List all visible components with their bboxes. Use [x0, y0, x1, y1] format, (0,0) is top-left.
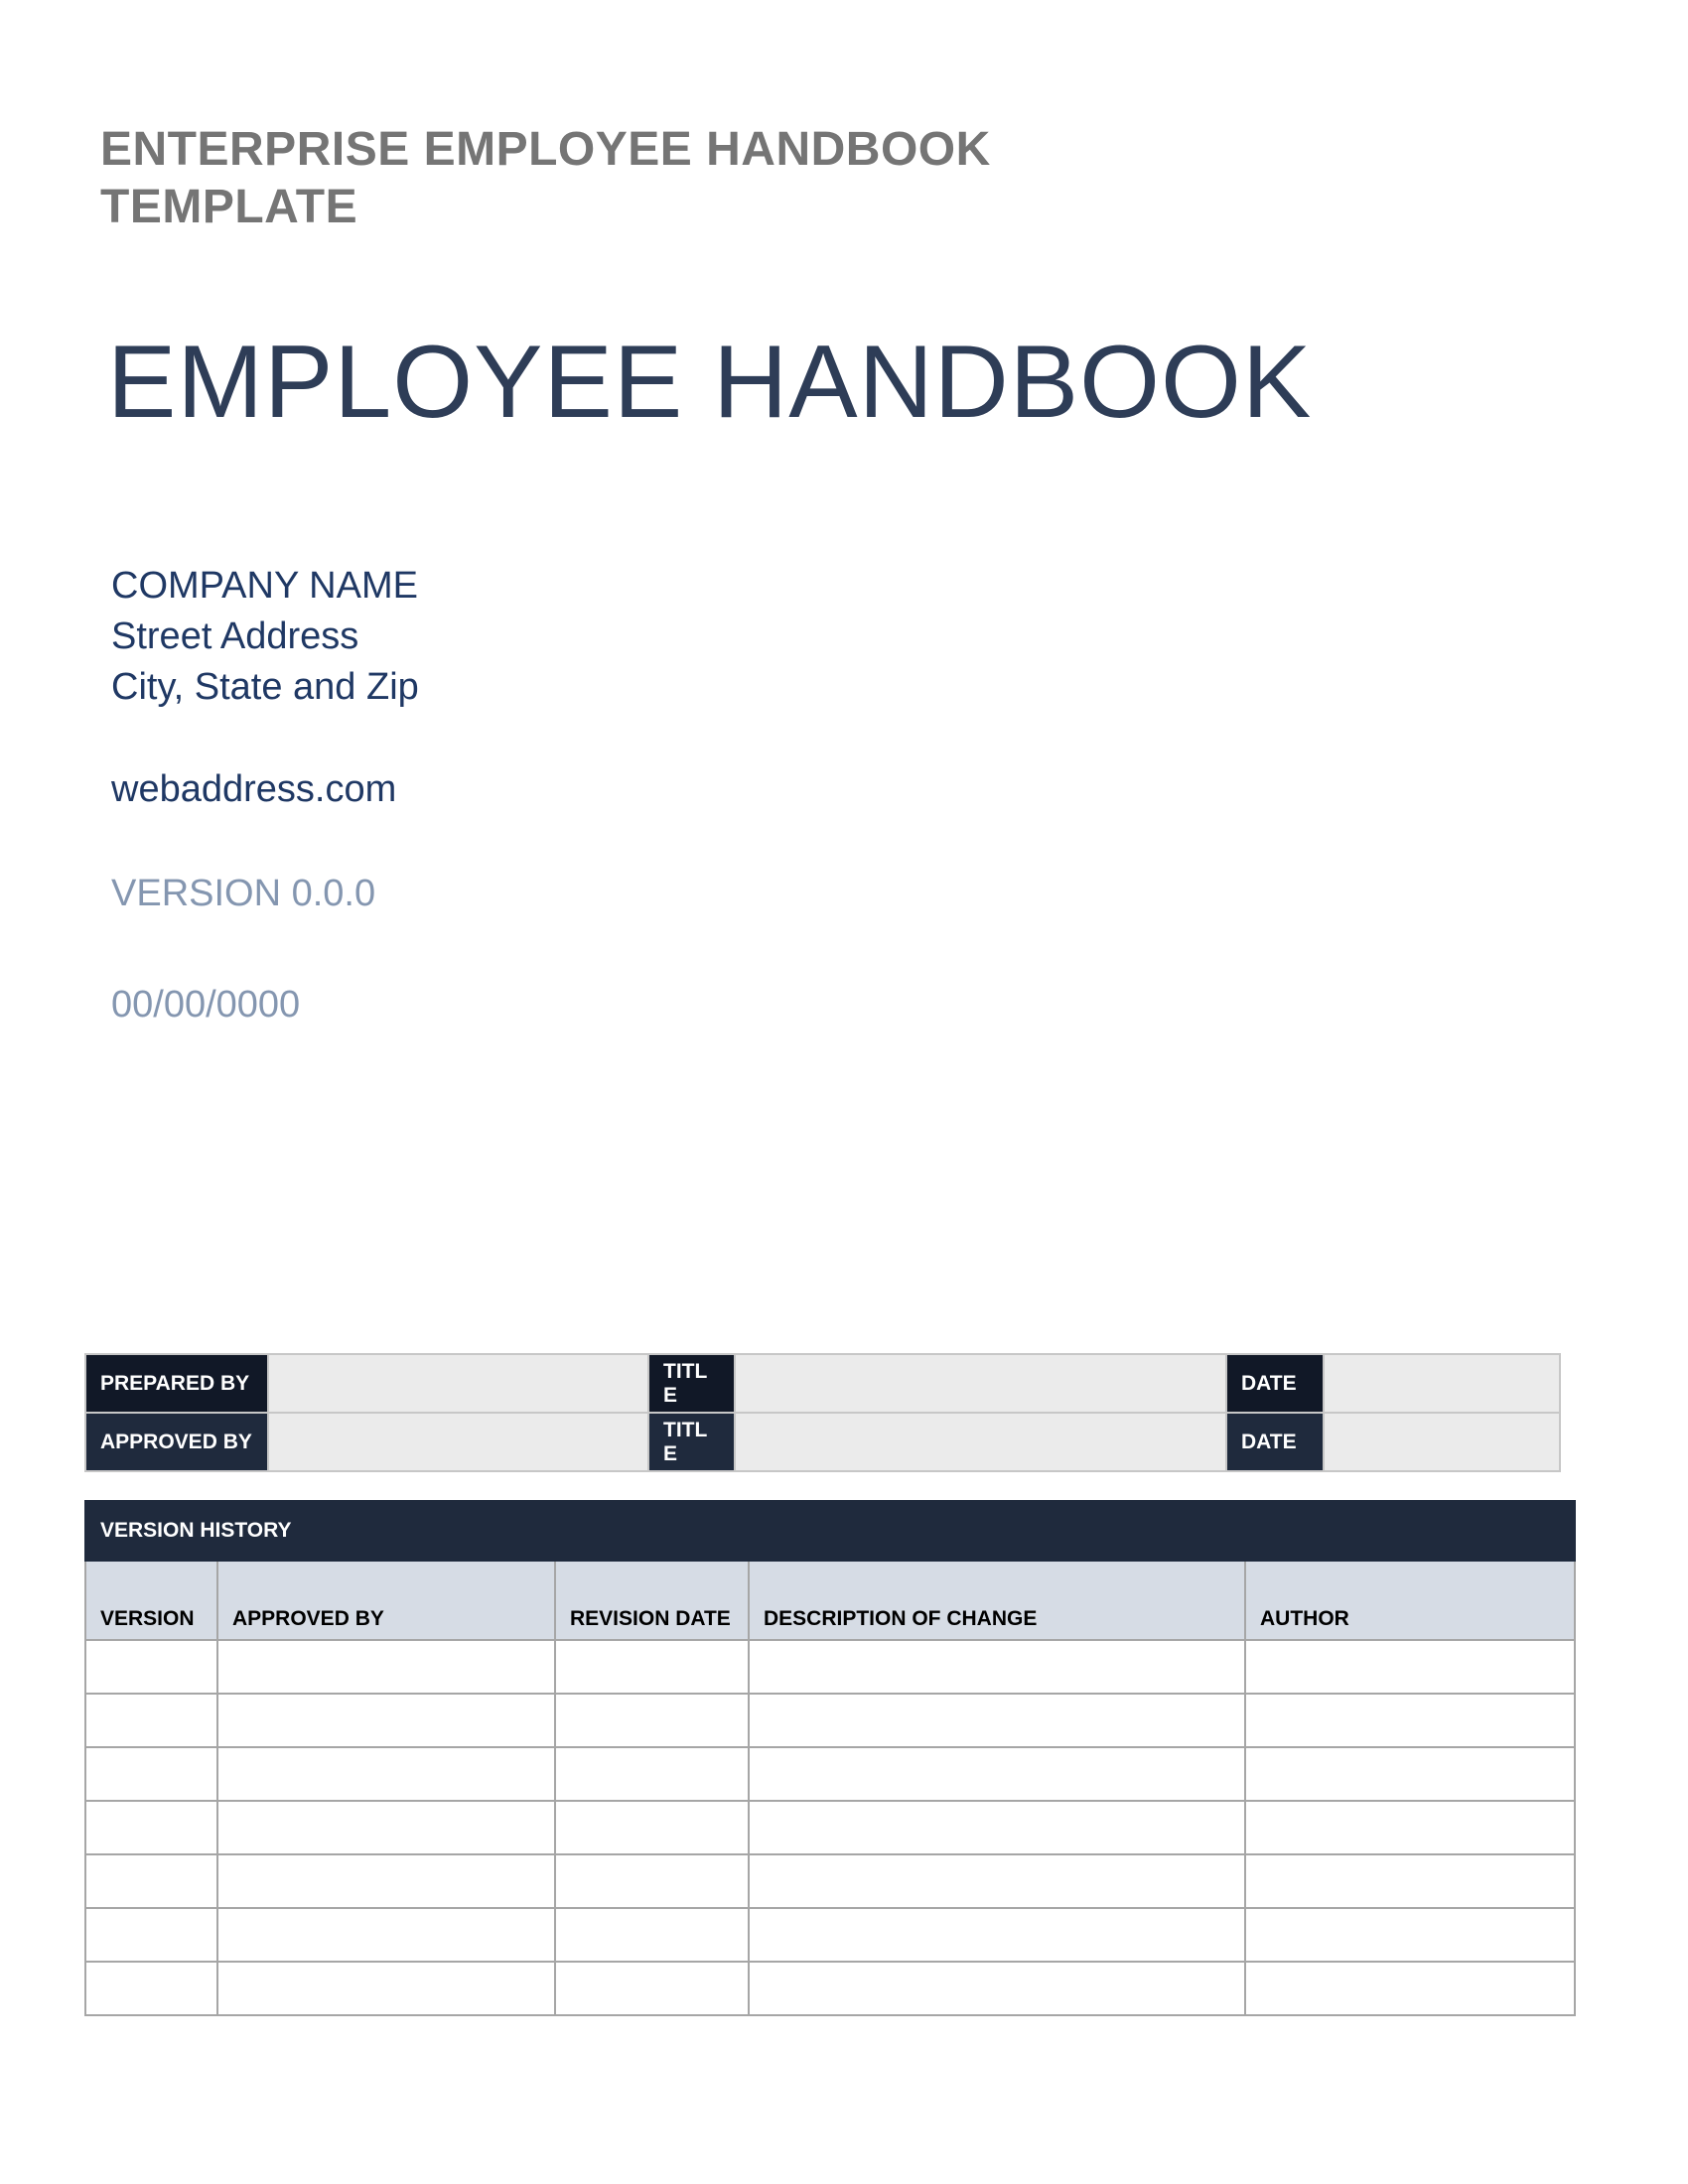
table-cell[interactable] [555, 1962, 749, 2015]
column-header-approved-by: APPROVED BY [217, 1561, 555, 1640]
table-row [85, 1962, 1575, 2015]
table-cell[interactable] [749, 1747, 1245, 1801]
history-header-row [85, 1561, 1575, 1640]
table-cell[interactable] [1245, 1854, 1575, 1908]
column-header-revision-date: REVISION DATE [555, 1561, 749, 1640]
table-cell[interactable] [1245, 1801, 1575, 1854]
table-cell[interactable] [749, 1962, 1245, 2015]
column-header-description: DESCRIPTION OF CHANGE [749, 1561, 1245, 1640]
table-cell[interactable] [217, 1694, 555, 1747]
table-cell[interactable] [1245, 1962, 1575, 2015]
approved-title-field[interactable] [735, 1413, 1226, 1471]
date-label: DATE [1226, 1354, 1324, 1413]
table-cell[interactable] [85, 1801, 217, 1854]
approved-row [85, 1413, 1560, 1471]
title-label: TITLE [648, 1413, 735, 1471]
prepared-by-label: PREPARED BY [85, 1354, 268, 1413]
table-cell[interactable] [217, 1640, 555, 1694]
table-cell[interactable] [555, 1640, 749, 1694]
table-cell[interactable] [85, 1640, 217, 1694]
table-cell[interactable] [85, 1908, 217, 1962]
table-cell[interactable] [217, 1747, 555, 1801]
table-cell[interactable] [85, 1694, 217, 1747]
approved-by-label: APPROVED BY [85, 1413, 268, 1471]
column-header-version: VERSION [85, 1561, 217, 1640]
table-cell[interactable] [85, 1854, 217, 1908]
approved-by-field[interactable] [268, 1413, 648, 1471]
table-cell[interactable] [749, 1694, 1245, 1747]
table-cell[interactable] [1245, 1747, 1575, 1801]
version-history-table [84, 1500, 1576, 2016]
table-cell[interactable] [85, 1962, 217, 2015]
prepared-date-field[interactable] [1324, 1354, 1560, 1413]
table-cell[interactable] [555, 1747, 749, 1801]
title-label: TITLE [648, 1354, 735, 1413]
template-title: ENTERPRISE EMPLOYEE HANDBOOK TEMPLATE [100, 123, 991, 233]
table-cell[interactable] [1245, 1640, 1575, 1694]
column-header-author: AUTHOR [1245, 1561, 1575, 1640]
table-row [85, 1908, 1575, 1962]
table-row [85, 1640, 1575, 1694]
table-cell[interactable] [555, 1801, 749, 1854]
table-cell[interactable] [1245, 1694, 1575, 1747]
table-cell[interactable] [749, 1854, 1245, 1908]
approved-date-field[interactable] [1324, 1413, 1560, 1471]
table-row [85, 1854, 1575, 1908]
table-row [85, 1747, 1575, 1801]
table-cell[interactable] [749, 1801, 1245, 1854]
table-cell[interactable] [217, 1801, 555, 1854]
table-cell[interactable] [555, 1908, 749, 1962]
prepared-title-field[interactable] [735, 1354, 1226, 1413]
city-state-zip: City, State and Zip [111, 666, 419, 708]
table-cell[interactable] [749, 1640, 1245, 1694]
approval-table [84, 1353, 1561, 1472]
web-address: webaddress.com [111, 768, 397, 810]
table-row [85, 1801, 1575, 1854]
table-cell[interactable] [1245, 1908, 1575, 1962]
street-address: Street Address [111, 615, 359, 657]
table-cell[interactable] [217, 1908, 555, 1962]
table-cell[interactable] [555, 1854, 749, 1908]
prepared-row [85, 1354, 1560, 1413]
table-cell[interactable] [85, 1747, 217, 1801]
version-text: VERSION 0.0.0 [111, 873, 376, 914]
prepared-by-field[interactable] [268, 1354, 648, 1413]
table-cell[interactable] [749, 1908, 1245, 1962]
date-text: 00/00/0000 [111, 984, 301, 1025]
company-name: COMPANY NAME [111, 565, 418, 607]
company-address-block [111, 561, 419, 713]
table-cell[interactable] [217, 1854, 555, 1908]
date-label: DATE [1226, 1413, 1324, 1471]
table-row [85, 1694, 1575, 1747]
version-history-heading: VERSION HISTORY [85, 1501, 1575, 1561]
table-cell[interactable] [555, 1694, 749, 1747]
page-title: EMPLOYEE HANDBOOK [107, 325, 1313, 440]
table-cell[interactable] [217, 1962, 555, 2015]
